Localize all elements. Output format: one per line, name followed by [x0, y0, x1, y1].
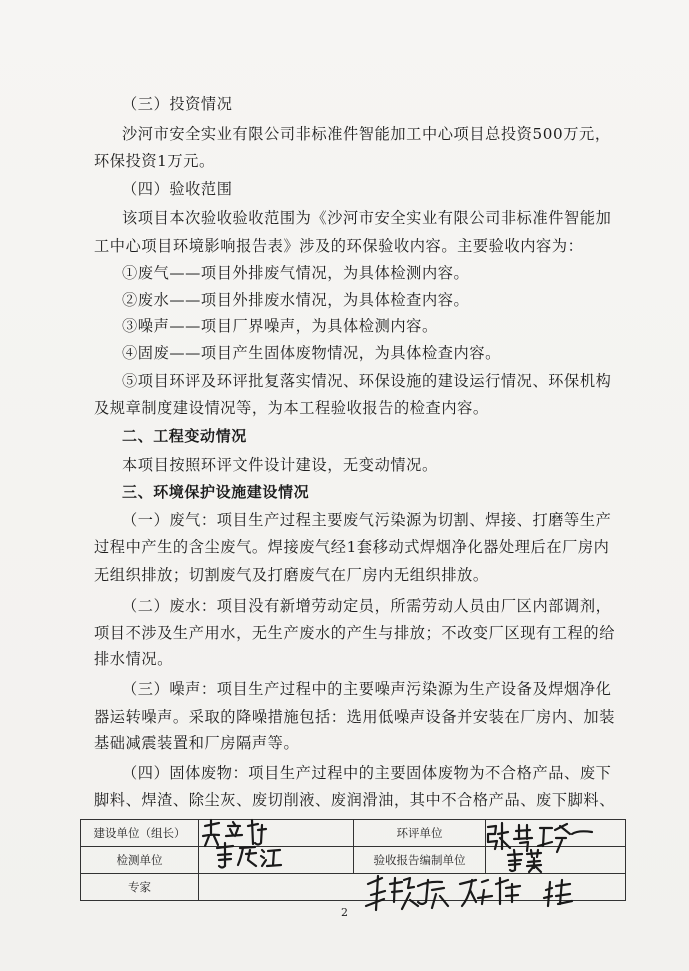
signature-report-unit	[486, 847, 626, 874]
page-number: 2	[341, 906, 348, 919]
signature-row-3	[81, 874, 626, 901]
label-report-unit: 验收报告编制单位	[354, 847, 486, 874]
signature-row-1	[81, 820, 626, 847]
label-eia-unit: 环评单位	[354, 820, 486, 847]
signature-experts	[199, 874, 626, 901]
label-construction-unit: 建设单位（组长）	[81, 820, 199, 847]
label-experts: 专家	[81, 874, 199, 901]
signature-table	[80, 819, 626, 901]
document-page: （三）投资情况 沙河市安全实业有限公司非标准件智能加工中心项目总投资500万元， 环保投资1万元。 （四）验收范围 该项目本次验收验收范围为《沙河市安全实业有限公司非标准件智能加 工中心项目环境影响报告表》涉及的环保验收内容。主要验收内容为： ①废气——项目外排废气情况，为具体检测内容。 ②废水——项目外排废水情况，为具体检查内容。 ③噪声——项目厂界噪声，为具体检测内容。 ④固废——项目产生固体废物情况，为具体检查内容。 ⑤项目环评及环评批复落实情况、环保设施的建设运行情况、环保机构 及规章制度建设情况等，为本工程验收报告的检查内容。 二、工程变动情况 本项目按照环评文件设计建设，无变动情况。 三、环境保护设施建设情况 （一）废气：项目生产过程主要废气污染源为切割、焊接、打磨等生产 过程中产生的含尘废气。焊接废气经1套移动式焊烟净化器处理后在厂房内 无组织排放；切割废气及打磨废气在厂房内无组织排放。 （二）废水：项目没有新增劳动定员，所需劳动人员由厂区内部调剂， 项目不涉及生产用水，无生产废水的产生与排放；不改变厂区现有工程的给 排水情况。 （三）噪声：项目生产过程中的主要噪声污染源为生产设备及焊烟净化 器运转噪声。采取的降噪措施包括：选用低噪声设备并安装在厂房内、加装 基础减震装置和厂房隔声等。 （四）固体废物：项目生产过程中的主要固体废物为不合格产品、废下 脚料、焊渣、除尘灰、废切削液、废润滑油，其中不合格产品、废下脚料、 建设单位（组长） 环评单位 检测单位 验收报告编制单位 专家 2	[0, 0, 689, 971]
label-testing-unit: 检测单位	[81, 847, 199, 874]
signature-testing-unit	[199, 847, 354, 874]
signature-row-2	[81, 847, 626, 874]
signature-construction-unit	[199, 820, 354, 847]
signature-eia-unit	[486, 820, 626, 847]
